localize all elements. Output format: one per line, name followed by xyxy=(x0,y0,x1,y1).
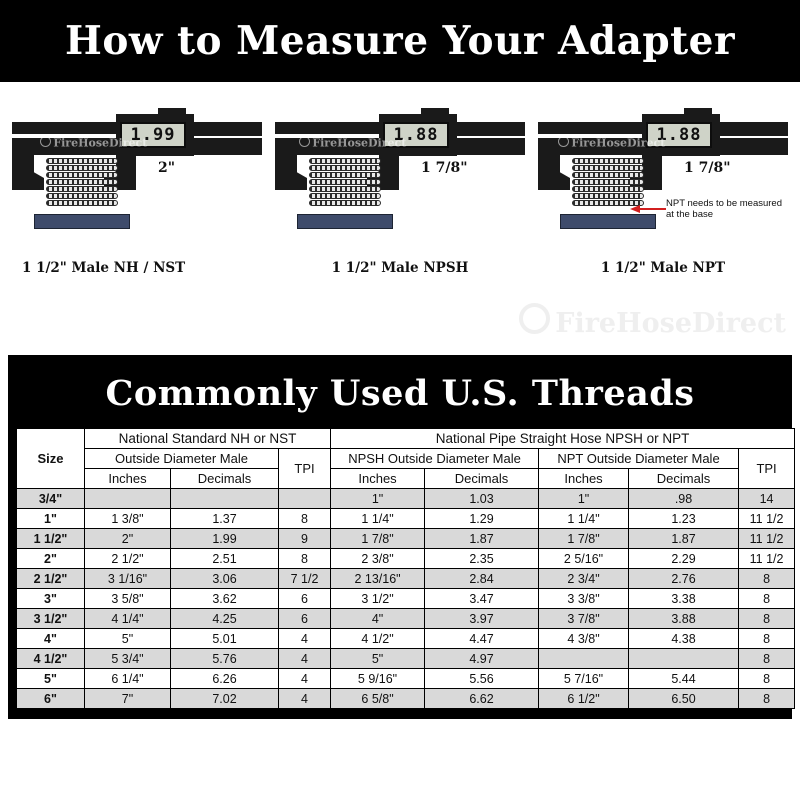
cell-npt-decimals: 5.44 xyxy=(629,669,739,689)
cell-size: 3/4" xyxy=(17,489,85,509)
cell-npt-tpi: 14 xyxy=(739,489,795,509)
cell-npt-tpi: 11 1/2 xyxy=(739,549,795,569)
cell-nh-tpi xyxy=(279,489,331,509)
table-row xyxy=(17,609,795,629)
diagram-row xyxy=(0,82,800,347)
cell-npsh-decimals: 4.97 xyxy=(425,649,539,669)
caliper-reading: 1.88 xyxy=(656,125,702,145)
cell-npsh-inches: 2 13/16" xyxy=(331,569,425,589)
cell-size: 4" xyxy=(17,629,85,649)
th-npt-tpi: TPI xyxy=(739,449,795,489)
cell-npt-tpi: 8 xyxy=(739,649,795,669)
adapter-threads xyxy=(309,158,381,214)
threads-table xyxy=(16,428,795,709)
cell-nh-decimals: 3.06 xyxy=(171,569,279,589)
cell-npt-tpi: 8 xyxy=(739,629,795,649)
cell-npsh-decimals: 1.03 xyxy=(425,489,539,509)
cell-nh-inches: 2" xyxy=(85,529,171,549)
caliper-left-jaw-tip xyxy=(293,170,307,190)
cell-nh-decimals xyxy=(171,489,279,509)
cell-npt-decimals: 2.76 xyxy=(629,569,739,589)
cell-nh-inches: 2 1/2" xyxy=(85,549,171,569)
caliper-upper-bar xyxy=(275,122,379,134)
cell-npsh-decimals: 3.97 xyxy=(425,609,539,629)
table-row xyxy=(17,509,795,529)
cell-npt-tpi: 8 xyxy=(739,609,795,629)
thread-ridge xyxy=(572,158,644,164)
cell-nh-tpi: 8 xyxy=(279,549,331,569)
thread-ridge xyxy=(46,179,118,185)
cell-npsh-decimals: 1.87 xyxy=(425,529,539,549)
threads-table-title: Commonly Used U.S. Threads xyxy=(105,373,695,414)
cell-npt-inches: 5 7/16" xyxy=(539,669,629,689)
threads-table-section xyxy=(8,355,792,719)
thread-ridge xyxy=(309,179,381,185)
threads-table-body xyxy=(17,489,795,709)
th-group-nh: National Standard NH or NST xyxy=(85,429,331,449)
diagram-nh-nst xyxy=(8,100,266,335)
cell-size: 2 1/2" xyxy=(17,569,85,589)
cell-npsh-inches: 5" xyxy=(331,649,425,669)
cell-npt-tpi: 8 xyxy=(739,589,795,609)
cell-nh-inches: 1 3/8" xyxy=(85,509,171,529)
cell-nh-tpi: 8 xyxy=(279,509,331,529)
cell-npsh-inches: 5 9/16" xyxy=(331,669,425,689)
measurement-label: 1 7/8" xyxy=(684,160,731,176)
cell-npt-inches: 1" xyxy=(539,489,629,509)
cell-nh-inches: 3 1/16" xyxy=(85,569,171,589)
caliper-thumbwheel xyxy=(421,108,449,118)
cell-size: 1" xyxy=(17,509,85,529)
thread-ridge xyxy=(46,165,118,171)
cell-npsh-decimals: 5.56 xyxy=(425,669,539,689)
caliper-left-jaw-tip xyxy=(30,170,44,190)
caliper-right-arm xyxy=(457,122,525,136)
thread-ridge xyxy=(309,200,381,206)
table-header-row-units xyxy=(17,469,795,489)
cell-nh-decimals: 7.02 xyxy=(171,689,279,709)
cell-size: 3 1/2" xyxy=(17,609,85,629)
watermark-small: FireHoseDirect xyxy=(40,136,147,149)
cell-npt-inches: 1 7/8" xyxy=(539,529,629,549)
cell-size: 4 1/2" xyxy=(17,649,85,669)
cell-nh-inches: 4 1/4" xyxy=(85,609,171,629)
caliper-display xyxy=(120,122,186,148)
cell-npsh-inches: 2 3/8" xyxy=(331,549,425,569)
cell-npsh-inches: 4 1/2" xyxy=(331,629,425,649)
thread-ridge xyxy=(572,165,644,171)
cell-size: 2" xyxy=(17,549,85,569)
adapter-base xyxy=(560,214,656,229)
diagram-npsh xyxy=(271,100,529,335)
cell-npt-decimals: 3.88 xyxy=(629,609,739,629)
cell-nh-inches: 5 3/4" xyxy=(85,649,171,669)
thread-ridge xyxy=(46,186,118,192)
watermark-large: FireHoseDirect xyxy=(519,303,786,339)
cell-nh-tpi: 4 xyxy=(279,669,331,689)
thread-ridge xyxy=(309,186,381,192)
cell-npt-inches: 4 3/8" xyxy=(539,629,629,649)
th-npsh-od: NPSH Outside Diameter Male xyxy=(331,449,539,469)
caliper-display xyxy=(383,122,449,148)
npt-arrow-icon xyxy=(630,204,666,214)
cell-size: 5" xyxy=(17,669,85,689)
cell-npsh-inches: 1 1/4" xyxy=(331,509,425,529)
cell-nh-decimals: 1.99 xyxy=(171,529,279,549)
cell-npt-decimals: 6.50 xyxy=(629,689,739,709)
cell-size: 1 1/2" xyxy=(17,529,85,549)
th-size: Size xyxy=(17,429,85,489)
cell-npt-inches: 2 5/16" xyxy=(539,549,629,569)
diagram-caption: 1 1/2" Male NH / NST xyxy=(22,260,186,276)
cell-npt-inches xyxy=(539,649,629,669)
cell-npsh-decimals: 1.29 xyxy=(425,509,539,529)
table-row xyxy=(17,689,795,709)
measurement-label: 2" xyxy=(158,160,176,176)
watermark-small: FireHoseDirect xyxy=(558,136,665,149)
cell-npt-tpi: 8 xyxy=(739,689,795,709)
cell-nh-decimals: 2.51 xyxy=(171,549,279,569)
cell-npt-inches: 3 3/8" xyxy=(539,589,629,609)
table-row xyxy=(17,649,795,669)
table-row xyxy=(17,549,795,569)
cell-npt-decimals: 1.23 xyxy=(629,509,739,529)
adapter-threads xyxy=(46,158,118,214)
cell-nh-decimals: 4.25 xyxy=(171,609,279,629)
diagram-caption: 1 1/2" Male NPT xyxy=(600,260,726,276)
cell-npt-inches: 3 7/8" xyxy=(539,609,629,629)
caliper-reading: 1.88 xyxy=(393,125,439,145)
th-nh-tpi: TPI xyxy=(279,449,331,489)
cell-npsh-decimals: 2.84 xyxy=(425,569,539,589)
thread-ridge xyxy=(309,165,381,171)
cell-nh-inches: 5" xyxy=(85,629,171,649)
caliper-thumbwheel xyxy=(684,108,712,118)
cell-size: 3" xyxy=(17,589,85,609)
cell-nh-decimals: 5.76 xyxy=(171,649,279,669)
cell-npsh-decimals: 3.47 xyxy=(425,589,539,609)
table-row xyxy=(17,489,795,509)
caliper-illustration-3 xyxy=(534,100,792,250)
cell-npsh-inches: 4" xyxy=(331,609,425,629)
page-title: How to Measure Your Adapter xyxy=(64,18,735,64)
caliper-thumbwheel xyxy=(158,108,186,118)
npt-note: NPT needs to be measured at the base xyxy=(666,198,783,220)
cell-npt-decimals: 3.38 xyxy=(629,589,739,609)
thread-ridge xyxy=(309,158,381,164)
caliper-right-arm xyxy=(194,122,262,136)
cell-npsh-decimals: 6.62 xyxy=(425,689,539,709)
caliper-right-arm xyxy=(720,122,788,136)
cell-nh-decimals: 6.26 xyxy=(171,669,279,689)
diagram-caption: 1 1/2" Male NPSH xyxy=(331,260,469,276)
caliper-illustration-2 xyxy=(271,100,529,250)
cell-npt-tpi: 11 1/2 xyxy=(739,509,795,529)
cell-npsh-decimals: 2.35 xyxy=(425,549,539,569)
thread-ridge xyxy=(572,179,644,185)
cell-npsh-inches: 3 1/2" xyxy=(331,589,425,609)
caliper-illustration-1 xyxy=(8,100,266,250)
cell-size: 6" xyxy=(17,689,85,709)
adapter-base xyxy=(297,214,393,229)
cell-npt-decimals: 1.87 xyxy=(629,529,739,549)
cell-npt-decimals: 2.29 xyxy=(629,549,739,569)
cell-nh-tpi: 4 xyxy=(279,689,331,709)
cell-nh-inches: 3 5/8" xyxy=(85,589,171,609)
th-nh-od: Outside Diameter Male xyxy=(85,449,279,469)
th-group-npsh: National Pipe Straight Hose NPSH or NPT xyxy=(331,429,795,449)
thread-ridge xyxy=(309,193,381,199)
table-row xyxy=(17,669,795,689)
thread-ridge xyxy=(572,172,644,178)
cell-npt-inches: 6 1/2" xyxy=(539,689,629,709)
cell-npt-tpi: 8 xyxy=(739,569,795,589)
cell-npt-decimals: 4.38 xyxy=(629,629,739,649)
caliper-upper-bar xyxy=(538,122,642,134)
caliper-left-jaw-tip xyxy=(556,170,570,190)
table-header-row-sub xyxy=(17,449,795,469)
page-banner xyxy=(0,0,800,82)
table-row xyxy=(17,589,795,609)
th-npsh-inches: Inches xyxy=(331,469,425,489)
table-row xyxy=(17,529,795,549)
thread-ridge xyxy=(572,186,644,192)
cell-nh-inches xyxy=(85,489,171,509)
watermark-small: FireHoseDirect xyxy=(299,136,406,149)
table-row xyxy=(17,569,795,589)
thread-ridge xyxy=(572,193,644,199)
thread-ridge xyxy=(46,200,118,206)
diagram-npt xyxy=(534,100,792,335)
cell-npt-inches: 1 1/4" xyxy=(539,509,629,529)
cell-nh-tpi: 6 xyxy=(279,609,331,629)
cell-npt-decimals xyxy=(629,649,739,669)
cell-nh-tpi: 4 xyxy=(279,629,331,649)
table-header-row-groups xyxy=(17,429,795,449)
cell-nh-inches: 6 1/4" xyxy=(85,669,171,689)
caliper-display xyxy=(646,122,712,148)
cell-nh-decimals: 3.62 xyxy=(171,589,279,609)
cell-nh-tpi: 7 1/2 xyxy=(279,569,331,589)
table-row xyxy=(17,629,795,649)
cell-npsh-inches: 6 5/8" xyxy=(331,689,425,709)
th-npt-inches: Inches xyxy=(539,469,629,489)
cell-nh-inches: 7" xyxy=(85,689,171,709)
cell-nh-decimals: 1.37 xyxy=(171,509,279,529)
cell-nh-tpi: 6 xyxy=(279,589,331,609)
cell-npt-tpi: 11 1/2 xyxy=(739,529,795,549)
caliper-upper-bar xyxy=(12,122,116,134)
cell-npsh-inches: 1" xyxy=(331,489,425,509)
th-nh-decimals: Decimals xyxy=(171,469,279,489)
measurement-label: 1 7/8" xyxy=(421,160,468,176)
caliper-reading: 1.99 xyxy=(130,125,176,145)
th-npt-decimals: Decimals xyxy=(629,469,739,489)
thread-ridge xyxy=(309,172,381,178)
cell-npt-tpi: 8 xyxy=(739,669,795,689)
cell-npt-decimals: .98 xyxy=(629,489,739,509)
cell-npsh-inches: 1 7/8" xyxy=(331,529,425,549)
th-nh-inches: Inches xyxy=(85,469,171,489)
thread-ridge xyxy=(46,193,118,199)
cell-npsh-decimals: 4.47 xyxy=(425,629,539,649)
cell-nh-tpi: 9 xyxy=(279,529,331,549)
th-npsh-decimals: Decimals xyxy=(425,469,539,489)
thread-ridge xyxy=(46,158,118,164)
adapter-base xyxy=(34,214,130,229)
cell-nh-tpi: 4 xyxy=(279,649,331,669)
thread-ridge xyxy=(46,172,118,178)
cell-nh-decimals: 5.01 xyxy=(171,629,279,649)
th-npt-od: NPT Outside Diameter Male xyxy=(539,449,739,469)
cell-npt-inches: 2 3/4" xyxy=(539,569,629,589)
